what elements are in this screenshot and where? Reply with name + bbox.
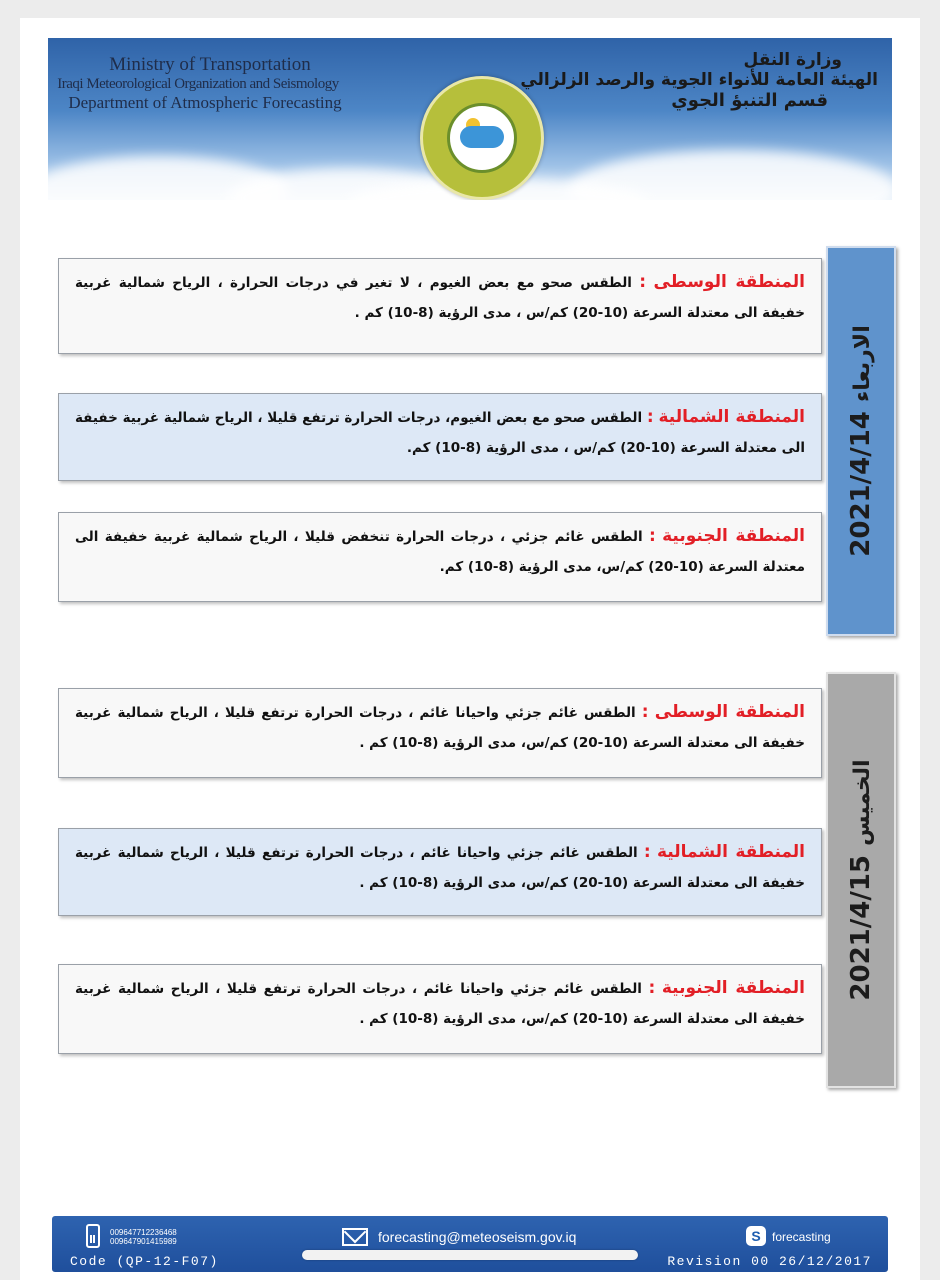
revision-info: Revision 00 26/12/2017 [667, 1254, 872, 1269]
skype-icon: S [746, 1226, 766, 1246]
day-bar-wednesday [826, 246, 896, 636]
region-colon: : [648, 526, 656, 546]
document-code: Code (QP-12-F07) [70, 1254, 219, 1269]
forecast-box-central-day2 [58, 688, 822, 778]
region-label: المنطقة الجنوبية [662, 526, 806, 546]
ministry-name-en: Ministry of Transportation [109, 54, 311, 75]
region-colon: : [643, 842, 651, 862]
region-colon: : [641, 702, 649, 722]
skype-name: forecasting [772, 1230, 831, 1244]
forecast-box-north-day1 [58, 393, 822, 481]
day-bar-label [846, 759, 876, 1000]
forecast-box-central-day1 [58, 258, 822, 354]
email-address[interactable]: forecasting@meteoseism.gov.iq [378, 1229, 577, 1245]
day-name: الاربعاء [850, 325, 875, 403]
day-bar-label [846, 325, 876, 556]
day-name: الخميس [850, 759, 875, 846]
phone-number-2: 009647901415989 [110, 1237, 177, 1246]
header-arabic [520, 50, 878, 111]
forecast-text: الطقس غائم جزئي واحيانا غائم ، درجات الحرارة ترتفع قليلا ، الرياح شمالية غربية خفيفة الى معتدلة السرعة (10-20) كم/س، مدى الرؤية (8-10) كم . [75, 845, 805, 891]
day-date: 2021/4/14 [846, 411, 876, 557]
day-bar-thursday [826, 672, 896, 1088]
header-banner [48, 38, 892, 200]
forecast-text: الطقس غائم جزئي واحيانا غائم ، درجات الحرارة ترتفع قليلا ، الرياح شمالية غربية خفيفة الى معتدلة السرعة (10-20) كم/س، مدى الرؤية (8-10) كم . [75, 981, 805, 1027]
forecast-box-south-day1 [58, 512, 822, 602]
page-sheet [20, 18, 920, 1280]
phone-numbers [110, 1228, 177, 1246]
forecast-text: الطقس غائم جزئي ، درجات الحرارة تنخفض قليلا ، الرياح شمالية غربية خفيفة الى معتدلة السرعة (10-20) كم/س، مدى الرؤية (8-10) كم. [75, 529, 805, 575]
forecast-text: الطقس غائم جزئي واحيانا غائم ، درجات الحرارة ترتفع قليلا ، الرياح شمالية غربية خفيفة الى معتدلة السرعة (10-20) كم/س، مدى الرؤية (8-10) كم . [75, 705, 805, 751]
forecast-box-north-day2 [58, 828, 822, 916]
phone-number-1: 009647712236468 [110, 1228, 177, 1237]
forecast-text: الطقس صحو مع بعض الغيوم ، لا تغير في درجات الحرارة ، الرياح شمالية غربية خفيفة الى معتدلة السرعة (10-20) كم/س ، مدى الرؤية (8-10) كم . [75, 275, 805, 321]
region-label: المنطقة الوسطى [654, 702, 805, 722]
region-label: المنطقة الشمالية [656, 842, 806, 862]
mail-icon [342, 1228, 368, 1246]
home-indicator[interactable] [302, 1250, 638, 1260]
ministry-name-ar: وزارة النقل [743, 50, 842, 70]
region-colon: : [648, 978, 656, 998]
organization-name-en: Iraqi Meteorological Organization and Seismology [57, 76, 339, 92]
department-name-en: Department of Atmospheric Forecasting [68, 93, 342, 112]
region-label: المنطقة الوسطى [653, 272, 806, 292]
region-label: المنطقة الشمالية [658, 407, 806, 427]
forecast-box-south-day2 [58, 964, 822, 1054]
department-name-ar: قسم التنبؤ الجوي [671, 90, 828, 111]
day-date: 2021/4/15 [846, 854, 876, 1001]
region-colon: : [646, 407, 654, 427]
forecast-text: الطقس صحو مع بعض الغيوم، درجات الحرارة ترتفع قليلا ، الرياح شمالية غربية خفيفة الى معتدلة السرعة (10-20) كم/س ، مدى الرؤية (8-10) كم. [75, 410, 805, 456]
phone-icon [86, 1224, 100, 1248]
header-english [57, 54, 360, 113]
footer-bar [52, 1216, 888, 1272]
region-label: المنطقة الجنوبية [661, 978, 806, 998]
organization-name-ar: الهيئة العامة للأنواء الجوية والرصد الزلزالي [520, 70, 878, 90]
region-colon: : [639, 272, 647, 292]
